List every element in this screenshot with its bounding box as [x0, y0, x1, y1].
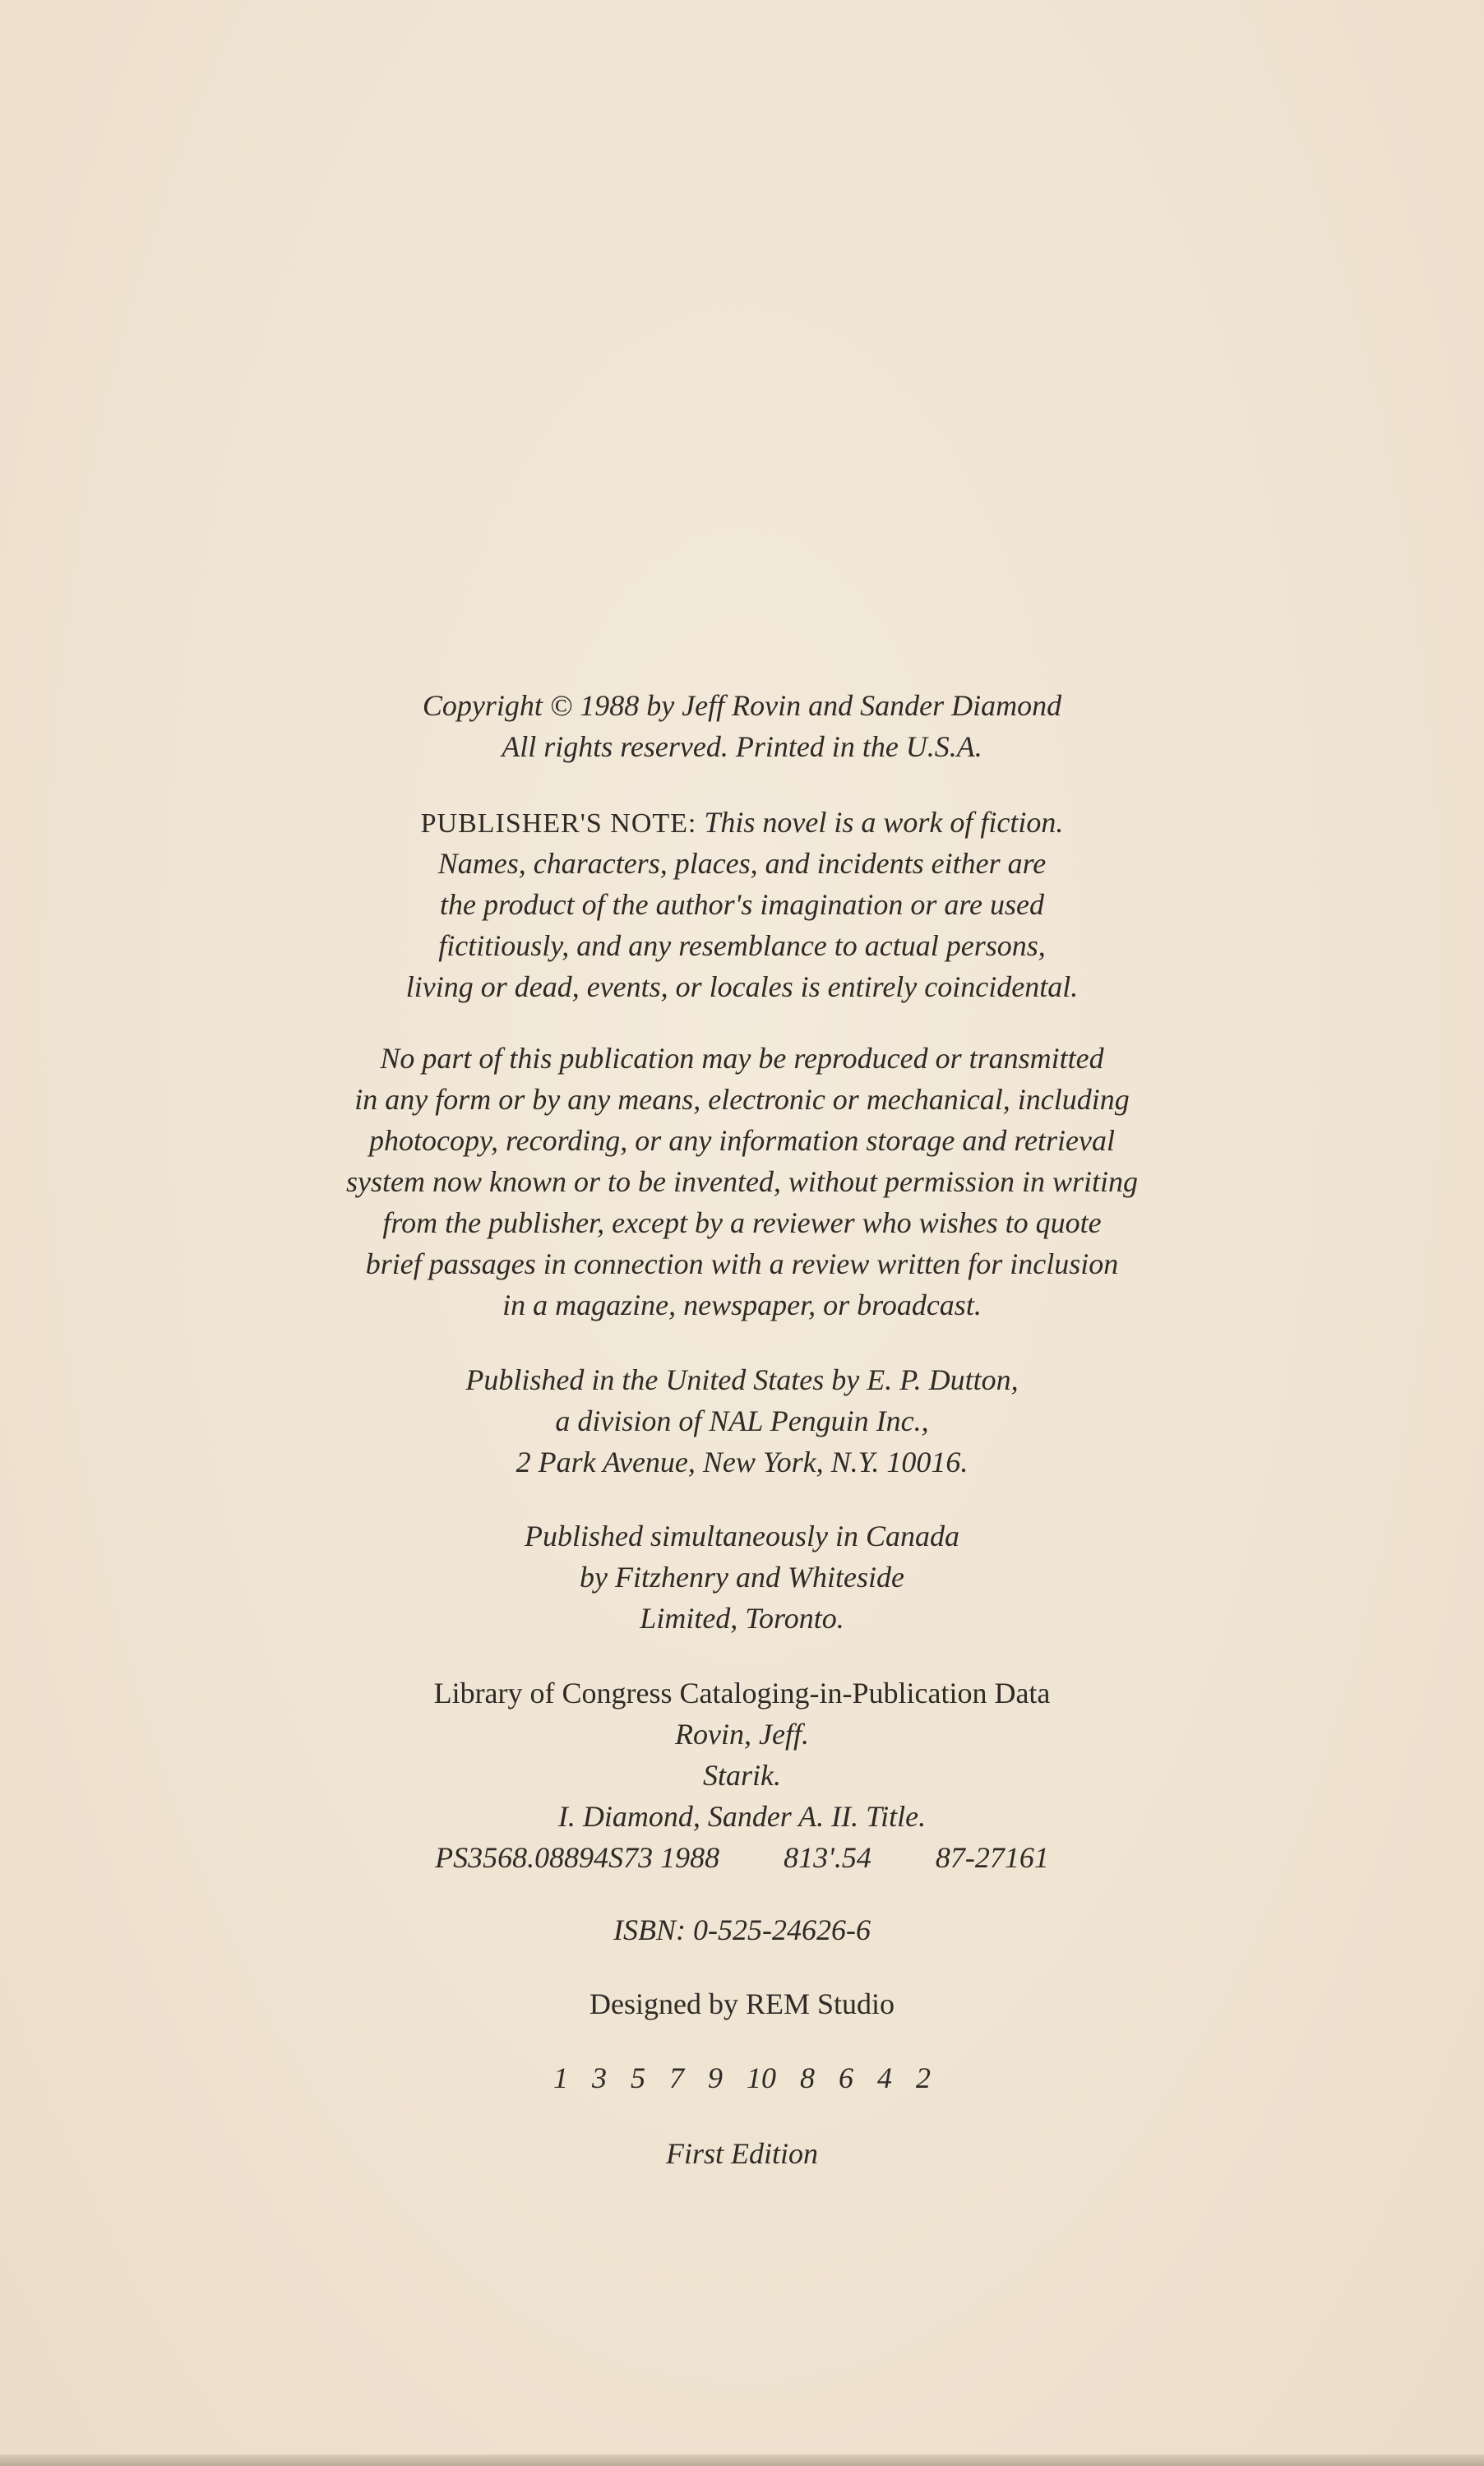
rights-notice-line: from the publisher, except by a reviewer who wishes to quote	[382, 1206, 1102, 1239]
publishers-note-line: the product of the author's imagination or are used	[440, 888, 1044, 921]
cip-call-number: PS3568.08894S73 1988	[435, 1841, 720, 1874]
printing-number: 2	[916, 2061, 931, 2094]
cip-entries: I. Diamond, Sander A. II. Title.	[557, 1800, 927, 1833]
cip-lccn: 87-27161	[935, 1841, 1049, 1874]
canada-line: Limited, Toronto.	[640, 1602, 844, 1635]
rights-reserved-line: All rights reserved. Printed in the U.S.A.	[502, 730, 982, 763]
page-bottom-edge	[0, 2454, 1484, 2466]
publishers-note-line: Names, characters, places, and incidents either are	[437, 847, 1047, 880]
printing-number-line	[0, 2057, 1484, 2098]
rights-notice-line: in a magazine, newspaper, or broadcast.	[502, 1289, 982, 1321]
rights-notice-line: No part of this publication may be reproduced or transmitted	[380, 1042, 1104, 1075]
printing-number: 8	[800, 2061, 815, 2094]
printing-number: 1	[553, 2061, 568, 2094]
canada-line: by Fitzhenry and Whiteside	[580, 1561, 904, 1594]
cip-classification	[0, 1837, 1484, 1878]
publishers-note-text: This novel is a work of fiction.	[704, 806, 1064, 839]
publishers-note-line: fictitiously, and any resemblance to actual persons,	[438, 929, 1046, 962]
cip-dewey: 813'.54	[784, 1841, 871, 1874]
cip-title: Starik.	[703, 1759, 781, 1792]
printing-number: 4	[877, 2061, 892, 2094]
rights-notice-line: system now known or to be invented, without permission in writing	[346, 1165, 1138, 1198]
publishers-note-line: living or dead, events, or locales is entirely coincidental.	[405, 970, 1079, 1003]
printing-number: 6	[839, 2061, 853, 2094]
rights-notice-line: brief passages in connection with a review written for inclusion	[365, 1247, 1119, 1280]
copyright-line: Copyright © 1988 by Jeff Rovin and Sander Diamond	[422, 689, 1062, 722]
printing-number: 9	[708, 2061, 723, 2094]
publisher-line: a division of NAL Penguin Inc.,	[555, 1404, 929, 1437]
printing-number: 5	[631, 2061, 645, 2094]
designer-credit: Designed by REM Studio	[589, 1987, 895, 2020]
canada-line: Published simultaneously in Canada	[525, 1520, 959, 1552]
publishers-note-line-1	[0, 802, 1484, 844]
cip-author: Rovin, Jeff.	[675, 1718, 809, 1751]
publisher-line: 2 Park Avenue, New York, N.Y. 10016.	[515, 1446, 969, 1478]
edition: First Edition	[665, 2137, 818, 2170]
isbn: ISBN: 0-525-24626-6	[613, 1913, 871, 1946]
publisher-line: Published in the United States by E. P. Dutton,	[465, 1363, 1019, 1396]
printing-number: 7	[669, 2061, 684, 2094]
rights-notice-line: photocopy, recording, or any information storage and retrieval	[369, 1124, 1115, 1157]
printing-number: 10	[747, 2061, 776, 2094]
cip-heading: Library of Congress Cataloging-in-Publication Data	[433, 1677, 1051, 1710]
publishers-note-label: PUBLISHER'S NOTE:	[420, 808, 697, 839]
rights-notice-line: in any form or by any means, electronic or mechanical, including	[354, 1083, 1130, 1116]
printing-number: 3	[592, 2061, 607, 2094]
